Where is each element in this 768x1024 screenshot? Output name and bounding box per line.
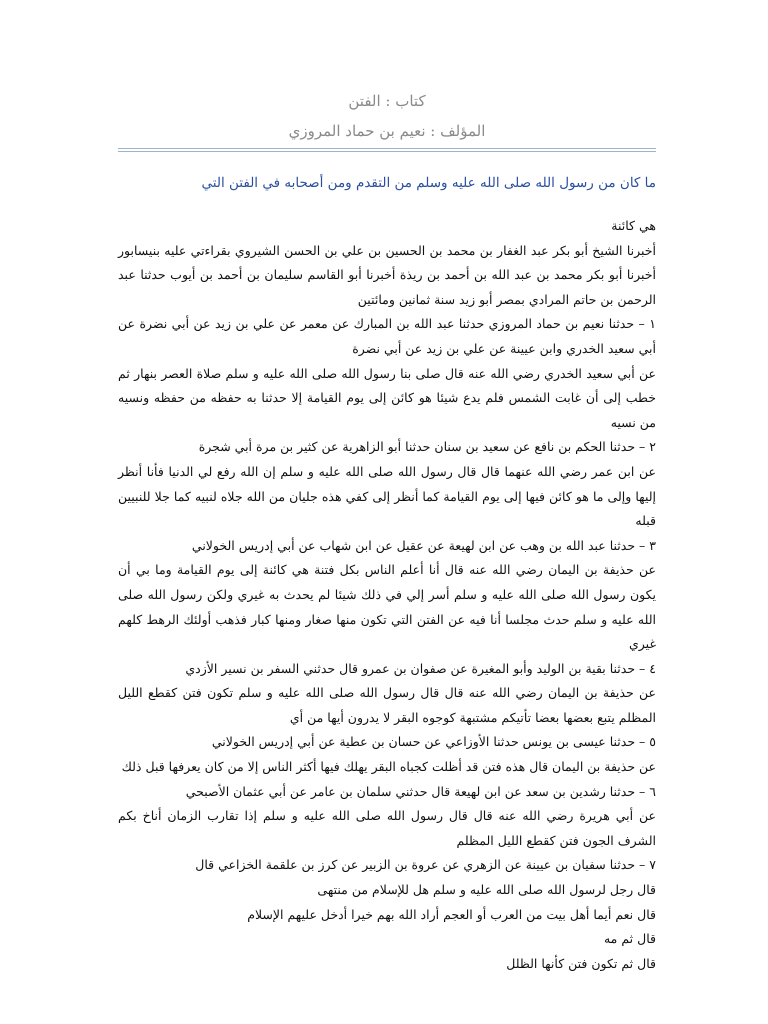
paragraph: أخبرنا الشيخ أبو بكر عبد الغفار بن محمد بن الحسين بن علي بن الحسن الشيروي بقراءتي عليه بنيسابور أخبرنا أبو بكر محمد بن عبد الله بن أحمد بن ريذة أخبرنا أبو القاسم سليمان بن أحمد بن أيوب حدثنا عبد الرحمن بن حاتم المرادي بمصر أبو زيد سنة ثمانين ومائتين — [118, 242, 656, 307]
paragraph: ٢ – حدثنا الحكم بن نافع عن سعيد بن سنان حدثنا أبو الزاهرية عن كثير بن مرة أبي شجرة — [198, 439, 656, 455]
paragraph: ٦ – حدثنا رشدين بن سعد عن ابن لهيعة قال حدثني سلمان بن عامر عن أبي عثمان الأصبحي — [185, 783, 656, 799]
document-body — [118, 214, 656, 976]
paragraph: قال ثم تكون فتن كأنها الظلل — [506, 955, 656, 971]
paragraph: قال ثم مه — [603, 931, 656, 947]
book-title: كتاب : الفتن — [348, 92, 426, 110]
paragraph: ٧ – حدثنا سفيان بن عيينة عن الزهري عن عروة بن الزبير عن كرز بن علقمة الخزاعي قال — [195, 857, 656, 873]
header-divider — [118, 148, 656, 152]
paragraph: قال رجل لرسول الله صلى الله عليه و سلم هل للإسلام من منتهى — [317, 882, 656, 898]
paragraph: عن ابن عمر رضي الله عنهما قال قال رسول الله صلى الله عليه و سلم إن الله رفع لي الدنيا فأنا أنظر إليها وإلى ما هو كائن فيها إلى يوم القيامة كما أنظر إلى كفي هذه جليان من الله جلاه لنبيه كما جلا للنبيين قبله — [118, 463, 656, 529]
paragraph: عن حذيفة بن اليمان قال هذه فتن قد أظلت كجباه البقر يهلك فيها أكثر الناس إلا من كان يعرفها قبل ذلك — [121, 759, 656, 775]
paragraph: ٤ – حدثنا بقية بن الوليد وأبو المغيرة عن صفوان بن عمرو قال حدثني السفر بن نسير الأزدي — [185, 660, 656, 676]
author-line: المؤلف : نعيم بن حماد المروزي — [288, 122, 486, 140]
paragraph: ٣ – حدثنا عبد الله بن وهب عن ابن لهيعة عن عقيل عن ابن شهاب عن أبي إدريس الخولاني — [191, 537, 656, 553]
paragraph: هي كائنة — [611, 218, 656, 233]
paragraph: عن أبي هريرة رضي الله عنه قال قال رسول الله صلى الله عليه و سلم إذا تقارب الزمان أناخ بكم الشرف الجون فتن كقطع الليل المظلم — [118, 808, 656, 848]
paragraph: قال نعم أيما أهل بيت من العرب أو العجم أراد الله بهم خيرا أدخل عليهم الإسلام — [247, 906, 656, 922]
paragraph: عن أبي سعيد الخدري رضي الله عنه قال صلى بنا رسول الله صلى الله عليه و سلم صلاة العصر بنهار ثم خطب إلى أن غابت الشمس فلم يدع شيئا هو كائن إلى يوم القيامة إلا حدثنا به حفظه من حفظه ونسيه من نسيه — [118, 365, 656, 430]
document-header — [118, 0, 656, 146]
chapter-title: ما كان من رسول الله صلى الله عليه وسلم من التقدم ومن أصحابه في الفتن التي — [201, 175, 656, 191]
paragraph: ١ – حدثنا نعيم بن حماد المروزي حدثنا عبد الله بن المبارك عن معمر عن علي بن زيد عن أبي نضرة عن أبي سعيد الخدري وابن عيينة عن علي بن زيد عن أبي نضرة — [118, 316, 656, 356]
paragraph: عن حذيفة بن اليمان رضي الله عنه قال أنا أعلم الناس بكل فتنة هي كائنة إلى يوم القيامة وما بي أن يكون رسول الله صلى الله عليه و سلم أسر إلي في ذلك شيئا لم يحدث به غيري ولكن رسول الله صلى الله عليه و سلم حدث مجلسا أنا فيه عن الفتن التي تكون منها صغار ومنها كبار فذهب أولئك الرهط كلهم غيري — [118, 562, 656, 652]
paragraph: ٥ – حدثنا عيسى بن يونس حدثنا الأوزاعي عن حسان بن عطية عن أبي إدريس الخولاني — [211, 734, 656, 750]
paragraph: عن حذيفة بن اليمان رضي الله عنه قال قال رسول الله صلى الله عليه و سلم تكون فتن كقطع الليل المظلم يتبع بعضها بعضا تأتيكم مشتبهة كوجوه البقر لا يدرون أيها من أي — [118, 685, 656, 725]
